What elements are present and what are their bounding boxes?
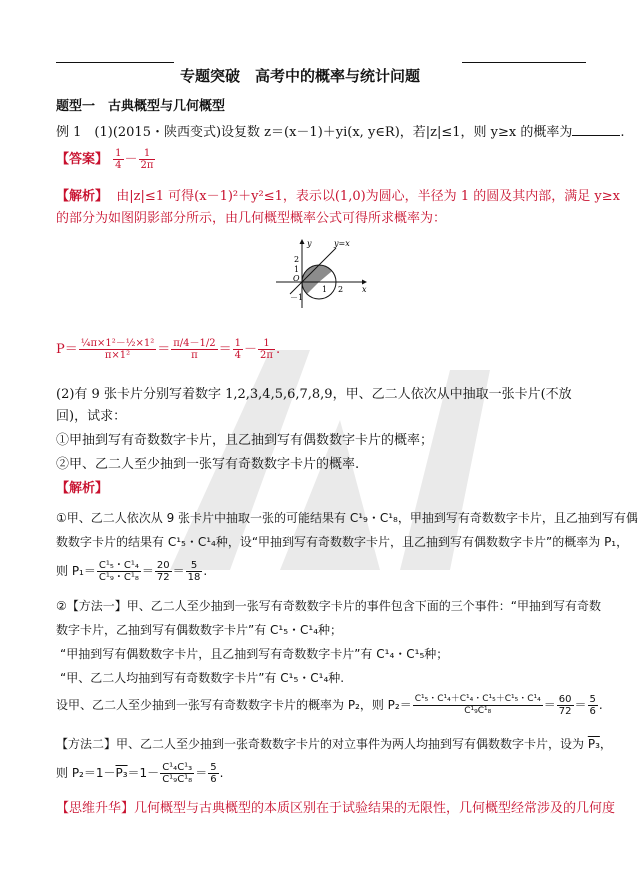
analysis-tag-2: 【解析】 — [56, 481, 109, 496]
probability-formula: P＝ $\frac{\text{¼π×1²－½×1²}}{\text{π×1²}}$ ＝ $\frac{\pi/4-1/2}{\pi}$ ＝ $\frac{1}{4}$ － $\frac{1}{2\pi}$ . — [56, 338, 281, 361]
method-2-line-2: 则 P₂＝1－P₃＝1－ $\frac{\text{C¹₄C¹₃}}{\text{C¹₉C¹₈}}$ ＝ $\frac{5}{6}$ . — [56, 762, 224, 785]
method-1-line-3: “甲抽到写有偶数数字卡片，且乙抽到写有奇数数字卡片”有 C¹₄・C¹₅种； — [60, 647, 449, 661]
svg-text:1: 1 — [322, 285, 328, 294]
question-2-item-2: ②甲、乙二人至少抽到一张写有奇数数字卡片的概率. — [56, 457, 360, 472]
method-1-line-4: “甲、乙二人均抽到写有奇数数字卡片”有 C¹₅・C¹₄种. — [60, 671, 345, 685]
svg-text:x: x — [362, 285, 367, 294]
svg-text:2: 2 — [294, 255, 300, 264]
method-2-line-1: 【方法二】甲、乙二人至少抽到一张奇数数字卡片的对立事件为两人均抽到写有偶数数字卡片，设为 P₃， — [56, 737, 612, 751]
svg-text:1: 1 — [294, 265, 300, 274]
method-1-line-1: ②【方法一】甲、乙二人至少抽到一张写有奇数数字卡片的事件包含下面的三个事件：“甲抽到写有奇数 — [56, 599, 601, 613]
circle-region-figure — [270, 236, 380, 312]
answer-line: 【答案】 $\frac{1}{4}$ － $\frac{1}{2\pi}$ — [56, 148, 154, 171]
svg-text:y=x: y=x — [334, 239, 350, 248]
method-1-line-5: 设甲、乙二人至少抽到一张写有奇数数字卡片的概率为 P₂，则 P₂＝ $\frac{\text{C¹₅・C¹₄＋C¹₄・C¹₅＋C¹₅・C¹₄}}{\text{C¹₉C¹₈}}$ ＝ $\frac{60}{72}$ ＝ $\frac{5}{6}$ . — [56, 694, 603, 717]
method-1-line-2: 数字卡片，乙抽到写有偶数数字卡片”有 C¹₅・C¹₄种； — [56, 623, 343, 637]
header-rule-left — [56, 62, 174, 63]
solution-1-line-1: ①甲、乙二人依次从 9 张卡片中抽取一张的可能结果有 C¹₉・C¹₈，甲抽到写有奇数数字卡片，且乙抽到写有偶 — [56, 511, 638, 525]
summary-line: 【思维升华】几何概型与古典概型的本质区别在于试验结果的无限性，几何概型经常涉及的几何度 — [56, 801, 616, 816]
example-1-question: 例 1 (1)(2015・陕西变式)设复数 z＝(x－1)＋yi(x, y∈R)，若|z|≤1，则 y≥x 的概率为 . — [56, 125, 625, 140]
svg-text:2: 2 — [338, 285, 344, 294]
svg-text:－1: －1 — [290, 293, 304, 302]
question-2-line-1: (2)有 9 张卡片分别写着数字 1,2,3,4,5,6,7,8,9，甲、乙二人依次从中抽取一张卡片(不放回)，试求： — [56, 387, 572, 424]
analysis-line-1: 【解析】 由|z|≤1 可得(x－1)²＋y²≤1，表示以(1,0)为圆心，半径为 1 的圆及其内部，满足 y≥x — [56, 189, 620, 204]
svg-text:y: y — [307, 239, 312, 248]
answer-tag: 【答案】 — [56, 152, 109, 167]
analysis-tag: 【解析】 — [56, 189, 109, 204]
answer-blank — [572, 123, 620, 136]
svg-text:O: O — [293, 274, 300, 283]
page-title: 专题突破 高考中的概率与统计问题 — [180, 67, 421, 85]
header-rule-right — [462, 62, 586, 63]
solution-1-line-2: 数数字卡片的结果有 C¹₅・C¹₄种，设“甲抽到写有奇数数字卡片，且乙抽到写有偶数数字卡片”的概率为 P₁， — [56, 535, 629, 549]
section-heading: 题型一 古典概型与几何概型 — [56, 99, 226, 114]
analysis-line-2: 的部分为如图阴影部分所示，由几何概型概率公式可得所求概率为： — [56, 211, 447, 226]
solution-1-line-3: 则 P₁＝ $\frac{\text{C¹₅・C¹₄}}{\text{C¹₉・C¹₈}}$ ＝ $\frac{20}{72}$ ＝ $\frac{5}{18}$ . — [56, 560, 208, 583]
question-2-item-1: ①甲抽到写有奇数数字卡片，且乙抽到写有偶数数字卡片的概率； — [56, 433, 434, 448]
shaded-region — [302, 256, 350, 282]
